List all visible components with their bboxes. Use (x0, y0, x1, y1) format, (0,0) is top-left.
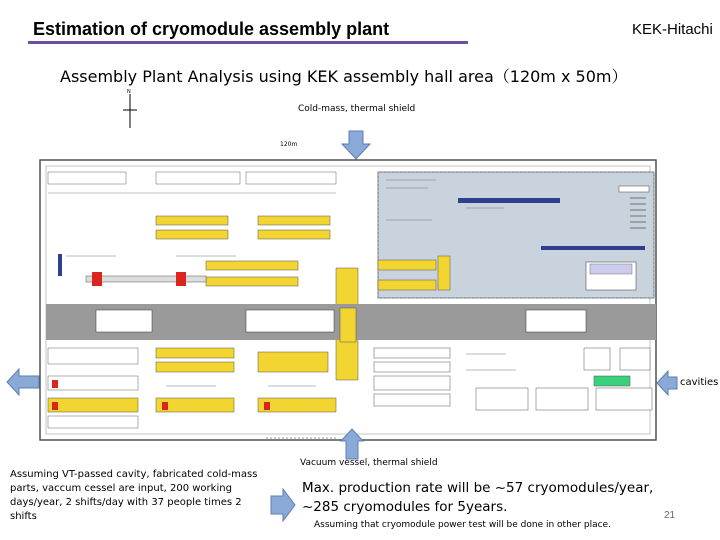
north-arrow-icon (120, 88, 140, 130)
label-cold-mass: Cold-mass, thermal shield (298, 104, 416, 114)
input-arrow-top-icon (341, 130, 371, 160)
assumption-note: Assuming VT-passed cavity, fabricated cold-mass parts, vaccum cessel are input, 200 working days/year, 2 shifts/day with 37 people times 2 shifts (10, 469, 258, 522)
input-arrow-bottom-icon (340, 428, 364, 460)
assembly-hall-floor-plan (36, 158, 658, 448)
power-test-note: Assuming that cryomodule power test will be done in other place. (314, 520, 611, 530)
result-arrow-icon (270, 488, 296, 522)
output-arrow-right-icon (656, 370, 678, 396)
output-arrow-left-icon (6, 368, 40, 396)
slide-subtitle: Assembly Plant Analysis using KEK assembly hall area（120m x 50m） (60, 67, 628, 86)
page-number: 21 (664, 510, 676, 521)
slide-title: Estimation of cryomodule assembly plant (33, 19, 390, 39)
title-underline (28, 41, 468, 44)
production-rate-note: Max. production rate will be ~57 cryomodules/year, ~285 cryomodules for 5years. (302, 480, 654, 515)
label-cavities: cavities (680, 377, 719, 388)
svg-text:N: N (127, 89, 131, 95)
label-vacuum-vessel: Vacuum vessel, thermal shield (300, 458, 438, 468)
company-label: KEK-Hitachi (632, 21, 713, 38)
dimension-label: 120m (280, 141, 298, 148)
